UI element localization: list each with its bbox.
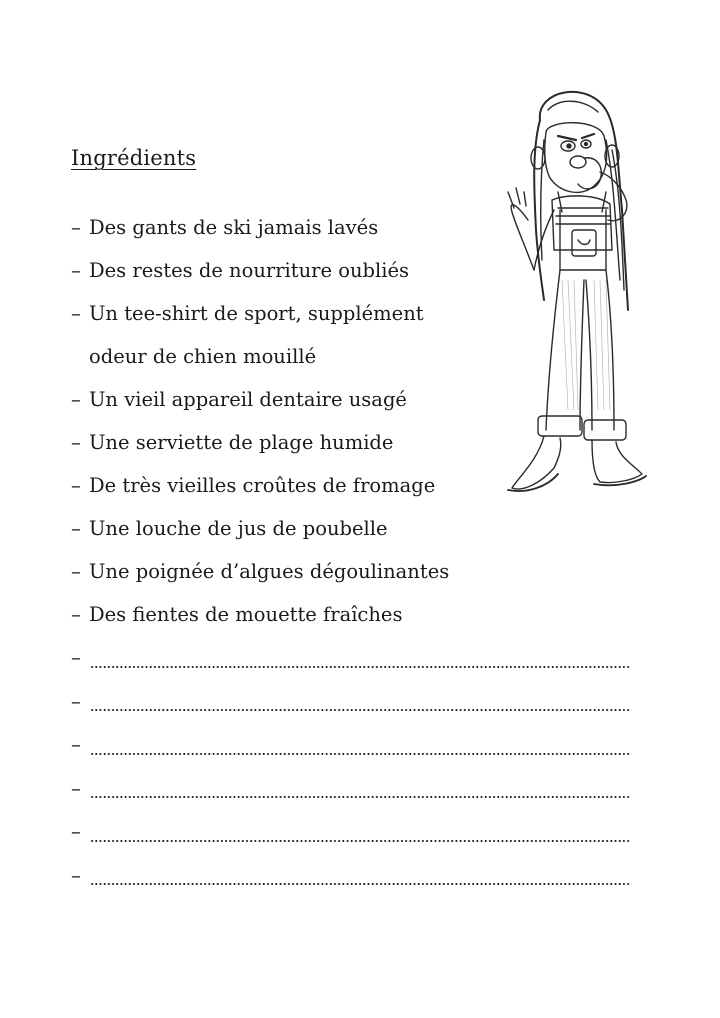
dash: – [71, 863, 81, 887]
dash: – [71, 689, 81, 713]
list-item-text: Des fientes de mouette fraîches [89, 603, 403, 626]
list-item-text: Une poignée d’algues dégoulinantes [89, 560, 450, 583]
list-item-text: Des gants de ski jamais lavés [89, 216, 379, 239]
blank-fill-line[interactable] [71, 810, 631, 854]
dash: – [71, 603, 81, 626]
dotted-line [90, 883, 629, 885]
dotted-line [90, 753, 629, 755]
dash: – [71, 302, 81, 325]
dash: – [71, 646, 81, 669]
list-item-text: De très vieilles croûtes de fromage [89, 474, 436, 497]
list-item-text: Un vieil appareil dentaire usagé [89, 388, 407, 411]
dash: – [71, 820, 81, 843]
blank-fill-line[interactable] [71, 723, 631, 767]
dash: – [71, 431, 81, 454]
dotted-line [90, 840, 629, 842]
dotted-line [90, 709, 629, 711]
list-item [71, 550, 631, 593]
dash: – [71, 259, 81, 282]
blank-fill-line[interactable] [71, 680, 631, 724]
dash: – [71, 776, 81, 800]
dotted-line [90, 666, 629, 668]
blank-fill-line[interactable] [71, 767, 631, 811]
list-item [71, 507, 631, 550]
ingredients-heading: Ingrédients [71, 146, 197, 170]
blank-fill-line[interactable] [71, 854, 631, 898]
list-item-text: Un tee-shirt de sport, supplément [89, 302, 424, 325]
list-item-text: Une serviette de plage humide [89, 431, 394, 454]
list-item-text: Des restes de nourriture oubliés [89, 259, 410, 282]
dash: – [71, 560, 81, 583]
dash: – [71, 517, 81, 540]
dash: – [71, 216, 81, 239]
dotted-line [90, 796, 629, 798]
list-item-text: Une louche de jus de poubelle [89, 517, 388, 540]
girl-holding-nose-illustration [488, 80, 648, 500]
dash: – [71, 733, 81, 756]
blank-fill-line[interactable] [71, 636, 631, 680]
list-item [71, 593, 631, 636]
dash: – [71, 388, 81, 411]
list-item-text: odeur de chien mouillé [89, 345, 317, 368]
dash: – [71, 474, 81, 497]
